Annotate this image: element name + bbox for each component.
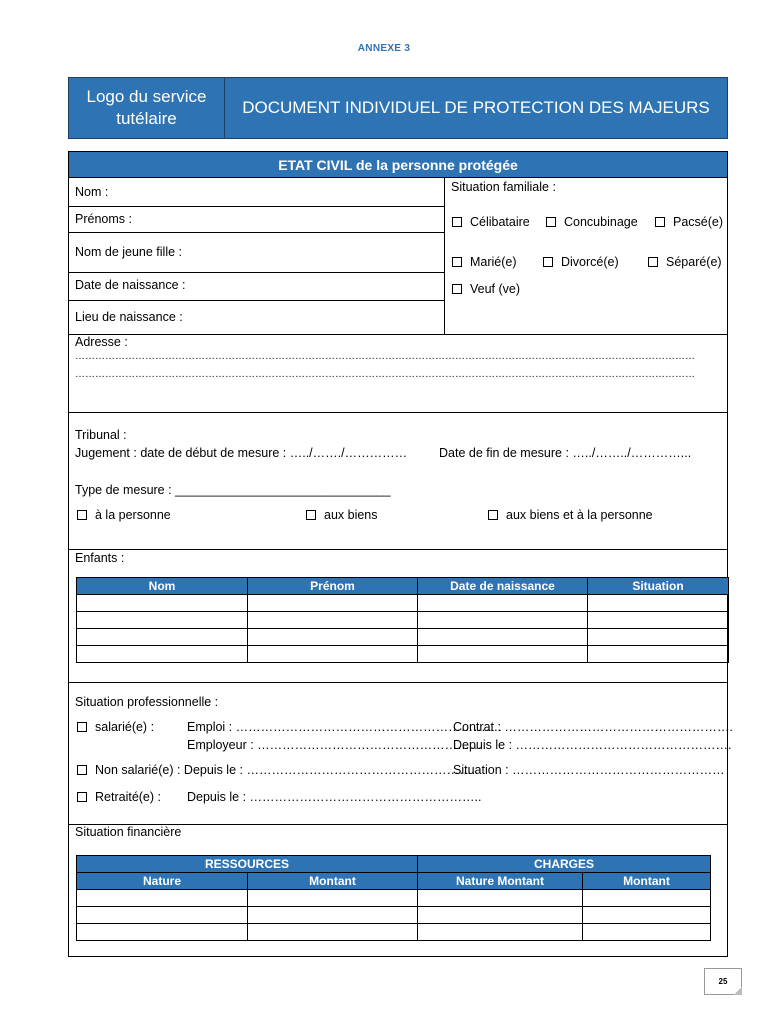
table-row[interactable] [77, 907, 711, 924]
ressources-header: RESSOURCES [77, 856, 418, 873]
table-row[interactable] [77, 595, 729, 612]
enfants-col-situation: Situation [588, 578, 729, 595]
fin-col-montant-charges: Montant [583, 873, 711, 890]
checkbox-icon [452, 284, 462, 294]
situation-fin-label: Situation financière [75, 825, 182, 839]
page-number: 25 [704, 968, 742, 995]
enfants-col-date: Date de naissance [418, 578, 588, 595]
contrat-field[interactable]: Contrat : ………………………………………………. [453, 720, 733, 734]
checkbox-divorce[interactable]: Divorcé(e) [543, 255, 619, 269]
date-naissance-field[interactable]: Date de naissance : [75, 278, 186, 292]
prenoms-field[interactable]: Prénoms : [75, 212, 132, 226]
adresse-line-1[interactable]: …………………………………………………………………………………………………………………………………………………………………… [75, 351, 695, 362]
date-fin-mesure[interactable]: Date de fin de mesure : …../……../…………... [439, 446, 692, 460]
checkbox-icon [77, 510, 87, 520]
adresse-label: Adresse : [75, 335, 128, 349]
checkbox-a-la-personne[interactable]: à la personne [77, 508, 171, 522]
depuis-le-retraite-field[interactable]: Depuis le : ……………………………………………….. [187, 790, 482, 804]
etat-civil-title: ETAT CIVIL de la personne protégée [69, 152, 727, 178]
nom-field[interactable]: Nom : [75, 185, 109, 199]
checkbox-concubinage[interactable]: Concubinage [546, 215, 638, 229]
adresse-line-2[interactable]: …………………………………………………………………………………………………………………………………………………………………… [75, 369, 695, 380]
logo-placeholder: Logo du service tutélaire [69, 78, 225, 138]
jugement-date-debut[interactable]: Jugement : date de début de mesure : …../……./…………… [75, 446, 408, 460]
checkbox-aux-biens-et-personne[interactable]: aux biens et à la personne [488, 508, 653, 522]
emploi-field[interactable]: Emploi : ………………………………………………………. [187, 720, 502, 734]
situation-pro-label: Situation professionnelle : [75, 695, 219, 709]
depuis-le-salarie-field[interactable]: Depuis le : ……………………………………………. [453, 738, 732, 752]
lieu-naissance-field[interactable]: Lieu de naissance : [75, 310, 183, 324]
table-row[interactable] [77, 612, 729, 629]
checkbox-icon [543, 257, 553, 267]
employeur-field[interactable]: Employeur : ……………………………………………… [187, 738, 483, 752]
checkbox-pacse[interactable]: Pacsé(e) [655, 215, 723, 229]
annexe-label: ANNEXE 3 [357, 43, 411, 54]
type-mesure-field[interactable]: Type de mesure : _______________________________ [75, 483, 391, 497]
checkbox-veuf[interactable]: Veuf (ve) [452, 282, 520, 296]
checkbox-icon [77, 722, 87, 732]
table-row[interactable] [77, 629, 729, 646]
situation-field[interactable]: Situation : …………………………………………… [453, 763, 725, 777]
checkbox-non-salarie[interactable]: Non salarié(e) : Depuis le : ……………………………………………….. [77, 763, 478, 777]
tribunal-label: Tribunal : [75, 428, 127, 442]
table-row[interactable] [77, 646, 729, 663]
checkbox-icon [648, 257, 658, 267]
document-title: DOCUMENT INDIVIDUEL DE PROTECTION DES MAJEURS [225, 78, 727, 138]
checkbox-icon [77, 792, 87, 802]
checkbox-icon [488, 510, 498, 520]
checkbox-icon [77, 765, 87, 775]
finances-table [76, 855, 711, 941]
table-row[interactable] [77, 924, 711, 941]
checkbox-icon [306, 510, 316, 520]
checkbox-icon [655, 217, 665, 227]
nom-jeune-fille-field[interactable]: Nom de jeune fille : [75, 245, 183, 259]
situation-familiale-label: Situation familiale : [451, 180, 556, 194]
enfants-table [76, 577, 729, 663]
table-row[interactable] [77, 890, 711, 907]
charges-header: CHARGES [418, 856, 711, 873]
form [68, 151, 733, 957]
fin-col-nature-montant: Nature Montant [418, 873, 583, 890]
checkbox-icon [546, 217, 556, 227]
checkbox-marie[interactable]: Marié(e) [452, 255, 517, 269]
checkbox-aux-biens[interactable]: aux biens [306, 508, 378, 522]
checkbox-celibataire[interactable]: Célibataire [452, 215, 530, 229]
checkbox-salarie[interactable]: salarié(e) : [77, 720, 154, 734]
fin-col-nature: Nature [77, 873, 248, 890]
checkbox-separe[interactable]: Séparé(e) [648, 255, 722, 269]
fin-col-montant: Montant [248, 873, 418, 890]
enfants-col-nom: Nom [77, 578, 248, 595]
checkbox-retraite[interactable]: Retraité(e) : [77, 790, 161, 804]
document-header [68, 77, 728, 139]
enfants-col-prenom: Prénom [248, 578, 418, 595]
checkbox-icon [452, 217, 462, 227]
enfants-label: Enfants : [75, 551, 125, 565]
checkbox-icon [452, 257, 462, 267]
